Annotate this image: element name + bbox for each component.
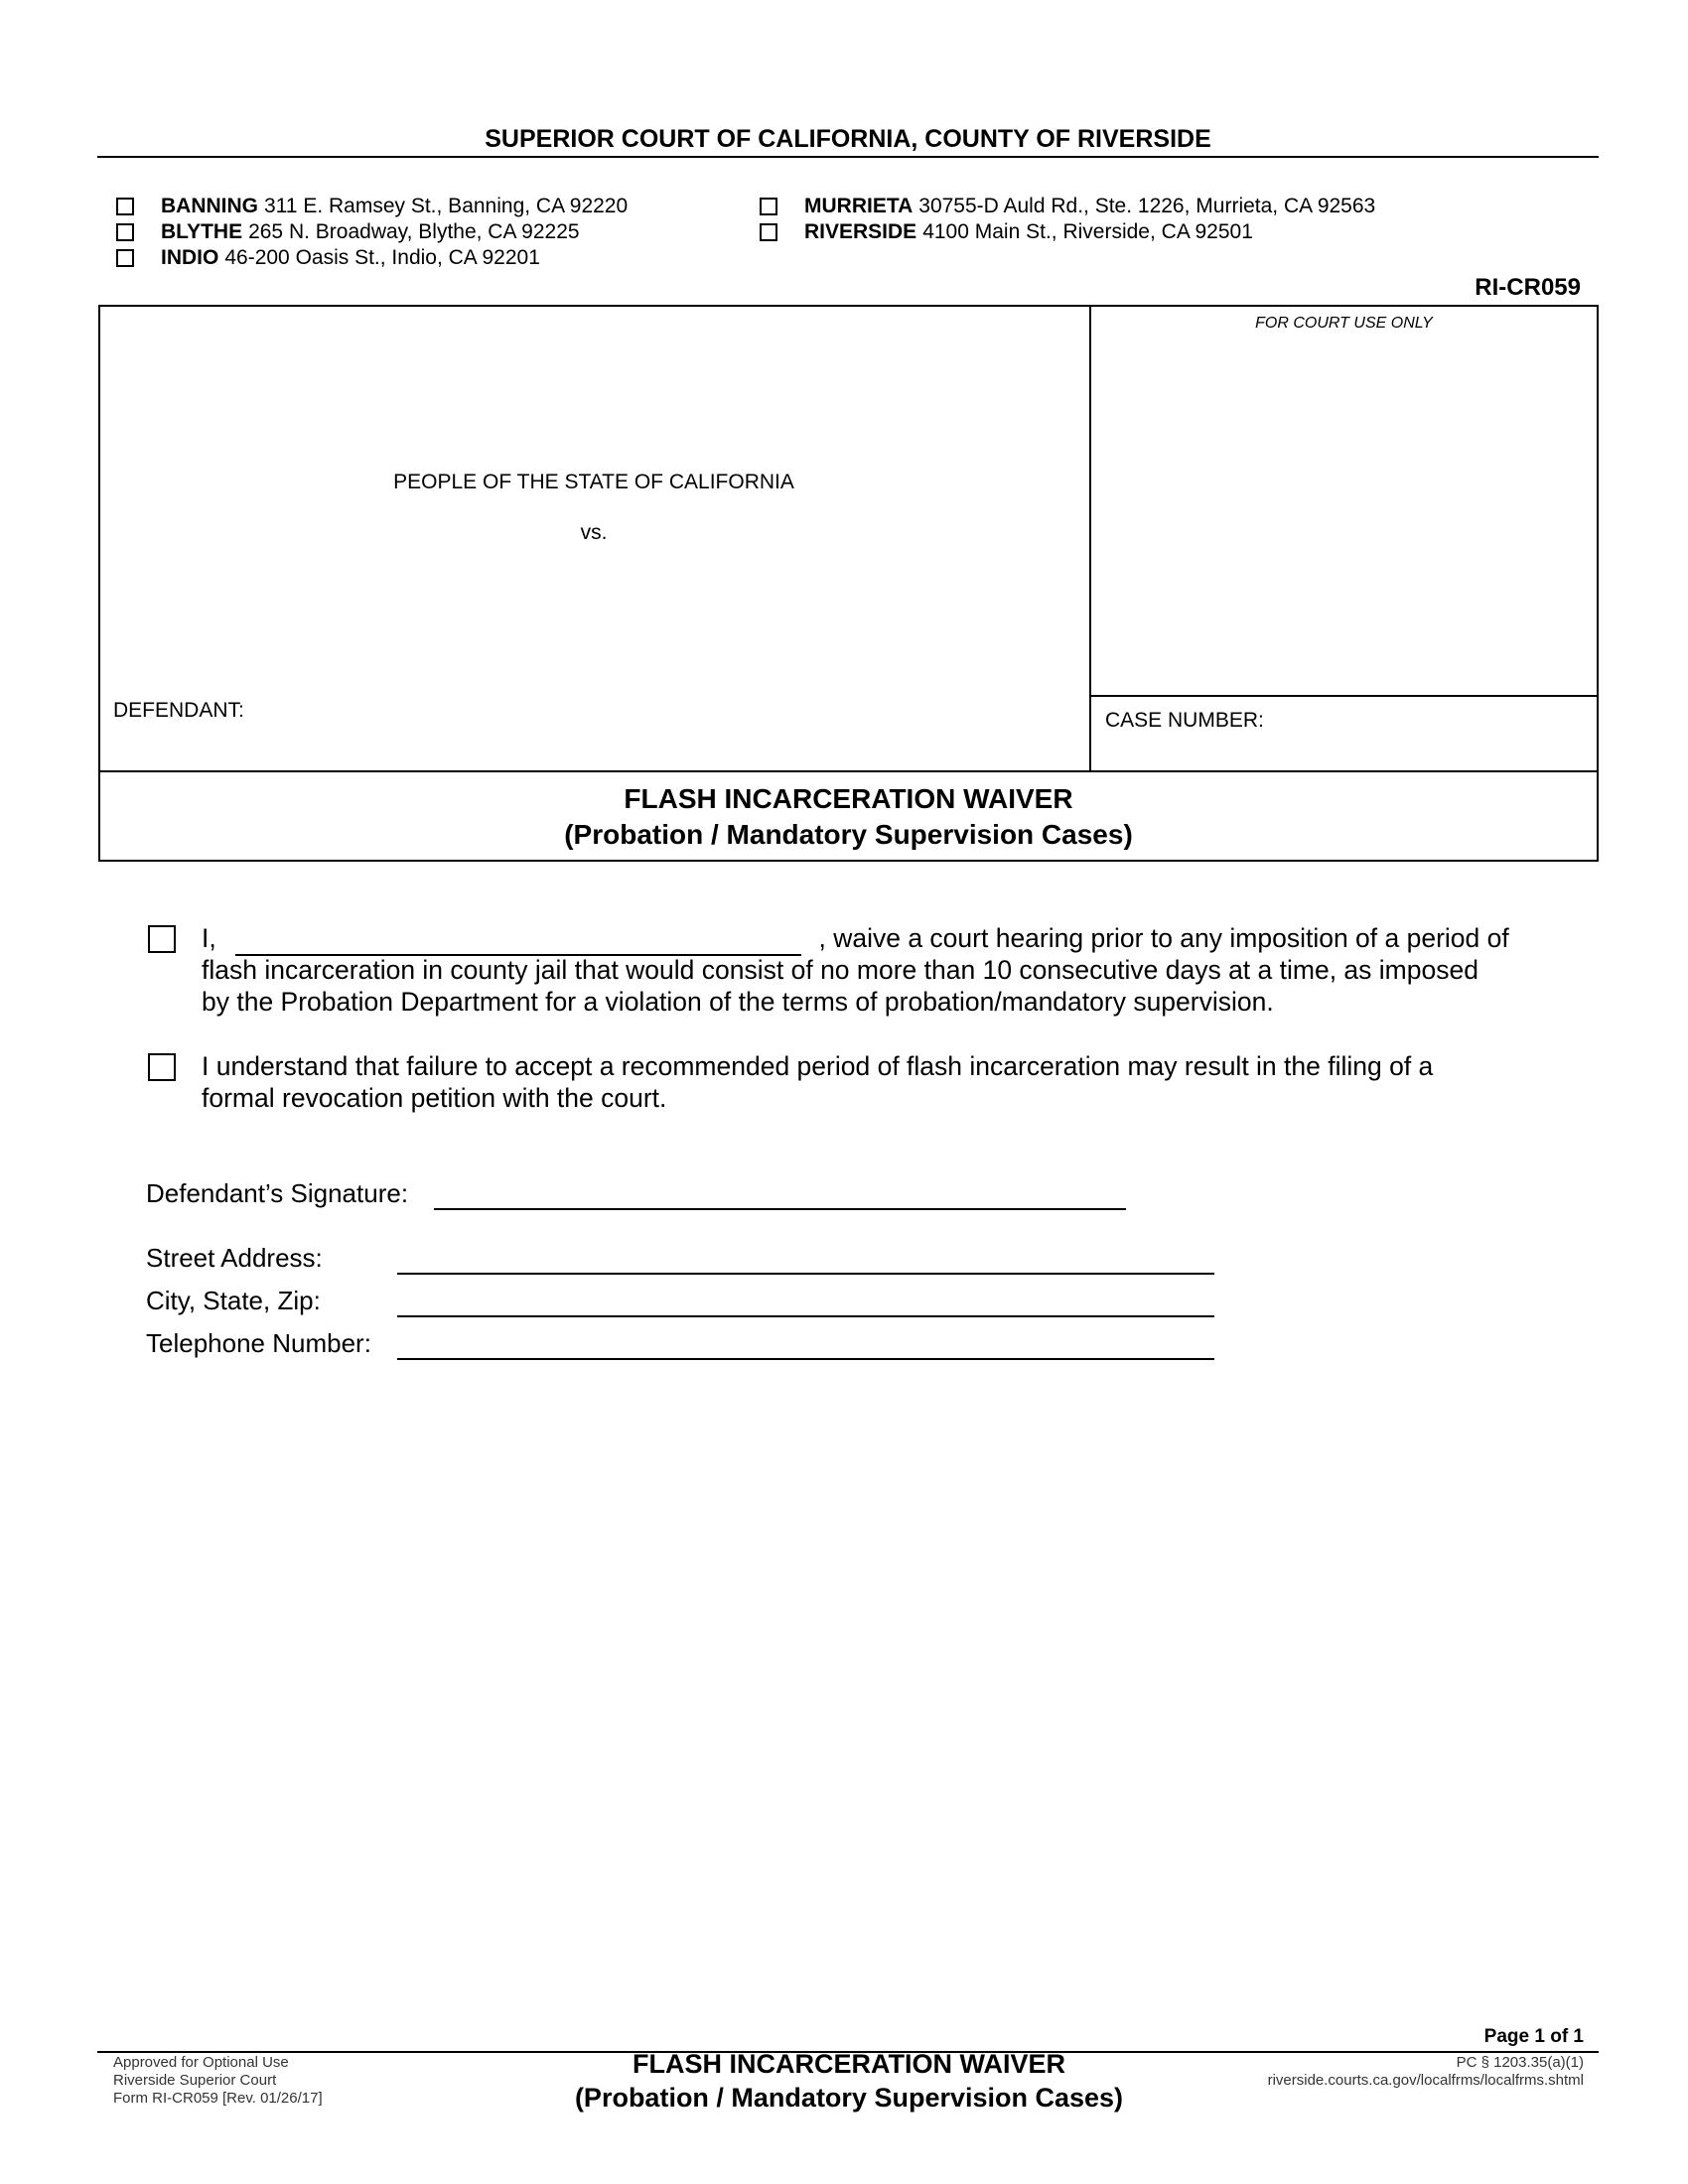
footer-court: Riverside Superior Court bbox=[113, 2072, 277, 2089]
telephone-field[interactable] bbox=[397, 1358, 1214, 1360]
riverside-checkbox[interactable] bbox=[760, 223, 777, 241]
defendant-label: DEFENDANT: bbox=[113, 699, 244, 722]
city-state-zip-field[interactable] bbox=[397, 1315, 1214, 1317]
location-name: RIVERSIDE bbox=[804, 220, 917, 243]
location-murrieta bbox=[760, 195, 1375, 218]
location-blythe bbox=[116, 220, 580, 244]
location-indio bbox=[116, 246, 540, 270]
city-state-zip-label: City, State, Zip: bbox=[146, 1286, 321, 1315]
waiver-prefix: I, bbox=[202, 923, 216, 953]
location-name: BLYTHE bbox=[161, 220, 243, 243]
murrieta-checkbox[interactable] bbox=[760, 198, 777, 215]
form-title: FLASH INCARCERATION WAIVER bbox=[624, 783, 1073, 814]
location-name: BANNING bbox=[161, 195, 258, 217]
case-number-divider bbox=[1089, 695, 1599, 697]
location-address: 30755-D Auld Rd., Ste. 1226, Murrieta, CA 92563 bbox=[918, 195, 1376, 217]
form-code: RI-CR059 bbox=[1475, 274, 1581, 301]
versus-label: vs. bbox=[580, 521, 608, 544]
waiver-checkbox[interactable] bbox=[148, 925, 176, 953]
court-use-label: FOR COURT USE ONLY bbox=[1255, 315, 1433, 332]
defendant-name-field[interactable] bbox=[235, 922, 801, 956]
location-address: 4100 Main St., Riverside, CA 92501 bbox=[922, 220, 1253, 243]
case-number-label: CASE NUMBER: bbox=[1105, 709, 1264, 732]
location-address: 311 E. Ramsey St., Banning, CA 92220 bbox=[264, 195, 629, 217]
location-banning bbox=[116, 195, 628, 218]
footer-subtitle: (Probation / Mandatory Supervision Cases) bbox=[574, 2083, 1124, 2113]
signature-field[interactable] bbox=[434, 1208, 1126, 1210]
footer-approved: Approved for Optional Use bbox=[113, 2054, 289, 2071]
waiver-line-1 bbox=[202, 922, 1509, 956]
header-divider bbox=[97, 156, 1599, 158]
signature-label: Defendant’s Signature: bbox=[146, 1178, 409, 1208]
court-title: SUPERIOR COURT OF CALIFORNIA, COUNTY OF RIVERSIDE bbox=[485, 125, 1211, 153]
street-address-field[interactable] bbox=[397, 1273, 1214, 1275]
street-address-label: Street Address: bbox=[146, 1243, 323, 1273]
understand-checkbox[interactable] bbox=[148, 1053, 176, 1081]
footer-approval bbox=[113, 2054, 323, 2108]
location-address: 46-200 Oasis St., Indio, CA 92201 bbox=[224, 246, 540, 269]
footer-form-rev: Form RI-CR059 [Rev. 01/26/17] bbox=[113, 2090, 323, 2107]
indio-checkbox[interactable] bbox=[116, 249, 134, 267]
waiver-line-2: flash incarceration in county jail that would consist of no more than 10 consecutive days at a time, as imposed bbox=[202, 955, 1478, 985]
location-riverside bbox=[760, 220, 1253, 244]
waiver-line-1-text: , waive a court hearing prior to any imposition of a period of bbox=[818, 923, 1509, 953]
title-divider bbox=[98, 770, 1599, 772]
footer-title: FLASH INCARCERATION WAIVER bbox=[633, 2049, 1065, 2079]
blythe-checkbox[interactable] bbox=[116, 223, 134, 241]
footer-code: PC § 1203.35(a)(1) bbox=[1456, 2054, 1584, 2071]
location-address: 265 N. Broadway, Blythe, CA 92225 bbox=[248, 220, 580, 243]
caption-divider-vertical bbox=[1089, 305, 1091, 771]
understand-line-2: formal revocation petition with the court. bbox=[202, 1083, 667, 1113]
banning-checkbox[interactable] bbox=[116, 198, 134, 215]
caption-box bbox=[98, 305, 1599, 862]
footer-url[interactable]: riverside.courts.ca.gov/localfrms/localfrms.shtml bbox=[1267, 2072, 1584, 2089]
waiver-line-3: by the Probation Department for a violation of the terms of probation/mandatory supervision. bbox=[202, 987, 1274, 1017]
footer-legal bbox=[1268, 2054, 1584, 2090]
plaintiff-label: PEOPLE OF THE STATE OF CALIFORNIA bbox=[393, 471, 794, 493]
understand-line-1: I understand that failure to accept a recommended period of flash incarceration may result in the filing of a bbox=[202, 1051, 1434, 1081]
location-name: INDIO bbox=[161, 246, 219, 269]
form-subtitle: (Probation / Mandatory Supervision Cases) bbox=[564, 819, 1133, 850]
telephone-label: Telephone Number: bbox=[146, 1328, 371, 1358]
page-number: Page 1 of 1 bbox=[1483, 2026, 1584, 2047]
location-name: MURRIETA bbox=[804, 195, 914, 217]
